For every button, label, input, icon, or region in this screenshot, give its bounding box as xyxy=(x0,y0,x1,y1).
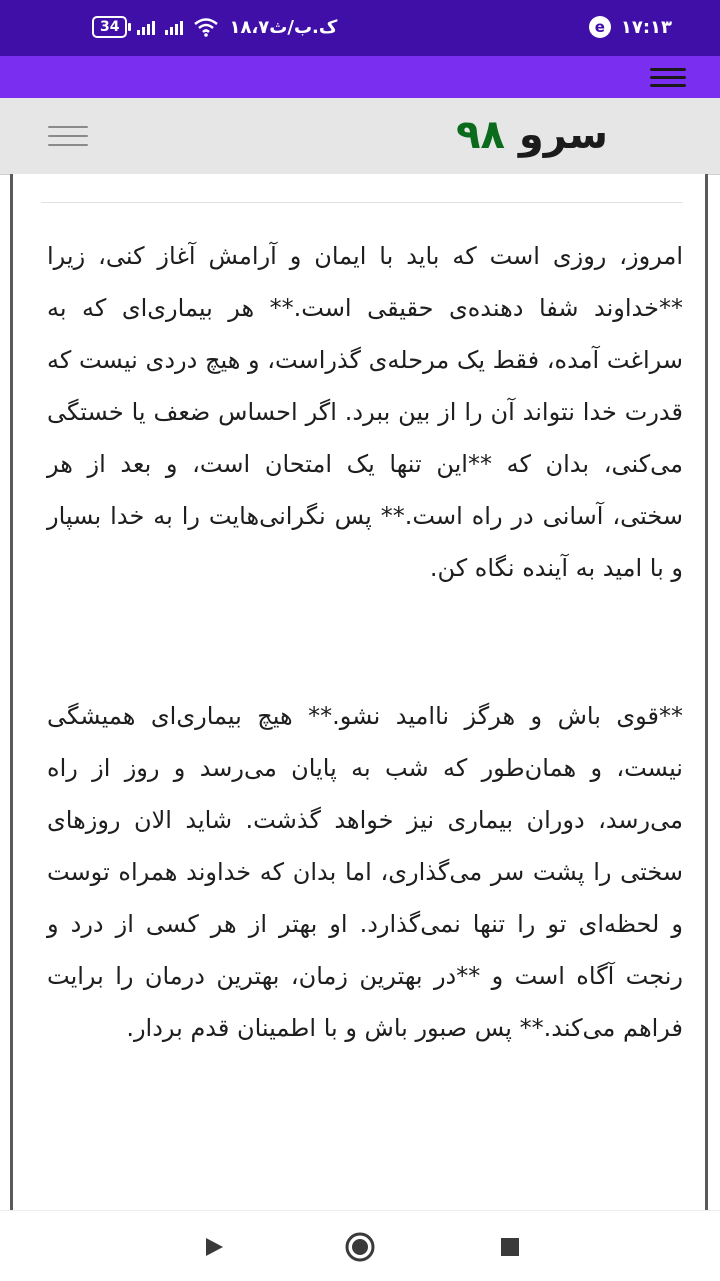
signal-icon-2 xyxy=(165,19,183,35)
site-header xyxy=(0,98,720,175)
top-menu-bar xyxy=(0,56,720,98)
status-bar xyxy=(0,0,720,56)
home-circle-icon xyxy=(344,1231,376,1263)
app-notification-icon: e xyxy=(589,16,611,38)
divider xyxy=(41,202,683,203)
home-button[interactable] xyxy=(344,1231,376,1263)
article-paragraph-2: **قوی باش و هرگز ناامید نشو.** هیچ بیماری‌ای همیشگی نیست، و همان‌طور که شب به پایان می‌رسد و روز از راه می‌رسد، دوران بیماری نیز خواهد گذشت. شاید الان روزهای سختی را پشت سر می‌گذاری، اما بدان که خداوند همراه توست و لحظه‌ای تو را تنها نمی‌گذارد. او بهتر از هر کسی از درد و رنجت آگاه است و **در بهترین زمان، بهترین درمان را برایت فراهم می‌کند.** پس صبور باش و با اطمینان قدم بردار. xyxy=(47,702,683,1042)
status-right-group xyxy=(589,16,672,38)
logo-word: سرو xyxy=(518,112,608,158)
network-speed: ۱۸،۷ک.ب/ث xyxy=(229,16,338,38)
hamburger-menu-icon[interactable] xyxy=(650,68,686,88)
signal-icon xyxy=(137,19,155,35)
article-container xyxy=(10,174,708,1210)
logo-number: ۹۸ xyxy=(456,112,505,158)
back-button[interactable] xyxy=(198,1231,230,1263)
recent-square-icon xyxy=(499,1236,521,1258)
site-menu-icon[interactable] xyxy=(48,126,88,146)
clock: ۱۷:۱۳ xyxy=(620,16,672,38)
site-logo[interactable] xyxy=(456,112,608,158)
system-navigation-bar xyxy=(0,1210,720,1281)
article-paragraph-1: امروز، روزی است که باید با ایمان و آرامش آغاز کنی، زیرا **خداوند شفا دهنده‌ی حقیقی است.** هر بیماری‌ای که به سراغت آمده، فقط یک مرحله‌ی گذراست، و هیچ دردی نیست که قدرت خدا نتواند آن را از بین ببرد. اگر احساس ضعف یا خستگی می‌کنی، بدان که **این تنها یک امتحان است، و بعد از هر سختی، آسانی در راه است.** پس نگرانی‌هایت را به خدا بسپار و با امید به آینده نگاه کن. xyxy=(47,242,683,582)
recent-apps-button[interactable] xyxy=(494,1231,526,1263)
status-left-group xyxy=(92,16,337,38)
battery-icon: 34 xyxy=(92,16,127,38)
back-triangle-icon xyxy=(203,1236,225,1258)
wifi-icon xyxy=(193,17,219,37)
